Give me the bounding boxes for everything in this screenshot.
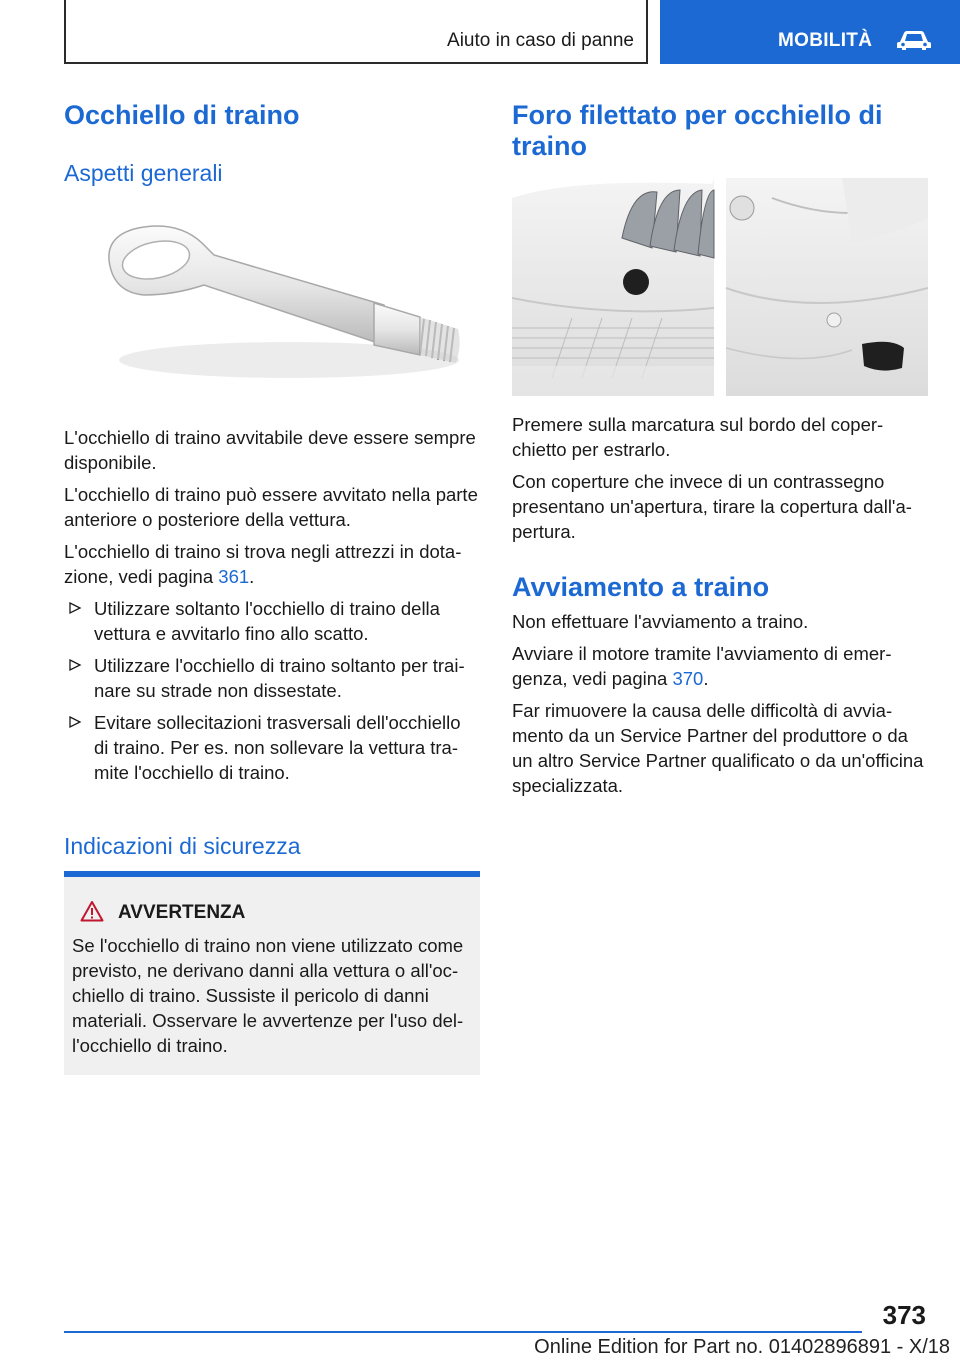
list-item	[64, 653, 480, 703]
list-item-text: Utilizzare soltanto l'occhiello di traino della vettura e avvitarlo fino allo scatto.	[94, 598, 440, 644]
list-item	[64, 596, 480, 646]
paragraph-7-end: .	[703, 668, 709, 689]
list-item-text: Evitare sollecitazioni trasversali dell'occhiello di traino. Per es. non sollevare la vettura tramite l'occhiello di traino.	[94, 712, 461, 783]
subtitle-general: Aspetti generali	[64, 160, 223, 186]
bumper-cover-images	[512, 178, 928, 396]
paragraph-2: L'occhiello di traino può essere avvitato nella parte anteriore o posteriore della vettura.	[64, 484, 478, 530]
left-column	[64, 100, 480, 792]
paragraph-5: Con coperture che invece di un contrassegno presentano un'apertura, tirare la copertura dall'apertura.	[512, 471, 912, 542]
footer-edition: Online Edition for Part no. 01402896891 - X/18	[534, 1336, 950, 1358]
paragraph-4: Premere sulla marcatura sul bordo del coperchietto per estrarlo.	[512, 414, 884, 460]
header-section-title: Aiuto in caso di panne	[447, 30, 634, 51]
header-section-box	[64, 0, 648, 64]
paragraph-3-text: L'occhiello di traino si trova negli attrezzi in dotazione, vedi pagina	[64, 541, 462, 587]
section-title-threaded-hole: Foro filettato per occhiello di traino	[512, 100, 883, 161]
instruction-list	[64, 596, 480, 785]
section-title-tow-start: Avviamento a traino	[512, 572, 770, 602]
page-number: 373	[882, 1300, 926, 1330]
page-link-361[interactable]: 361	[218, 566, 250, 587]
warning-title-text: AVVERTENZA	[118, 902, 246, 923]
page-link-370[interactable]: 370	[672, 668, 704, 689]
paragraph-8: Far rimuovere la causa delle difficoltà di avviamento da un Service Partner del produttore o da un altro Service Partner qualificato o da un'officina specializzata.	[512, 700, 924, 796]
paragraph-1: L'occhiello di traino avvitabile deve essere sempre disponibile.	[64, 427, 476, 473]
car-icon	[896, 28, 932, 52]
paragraph-7	[512, 641, 928, 691]
warning-box	[64, 871, 480, 1075]
paragraph-3-end: .	[249, 566, 255, 587]
footer-divider	[64, 1331, 862, 1333]
paragraph-3	[64, 539, 480, 589]
triangle-bullet-icon	[68, 715, 82, 729]
warning-text: Se l'occhiello di traino non viene utilizzato come previsto, ne derivano danni alla vettura o all'occhiello di traino. Sussiste il pericolo di danni materiali. Osservare le avvertenze per l'uso dell'occhiello di traino.	[72, 935, 464, 1056]
right-column	[512, 100, 928, 805]
paragraph-6: Non effettuare l'avviamento a traino.	[512, 611, 809, 632]
paragraph-7-text: Avviare il motore tramite l'avviamento di emergenza, vedi pagina	[512, 643, 892, 689]
header-chapter-tab[interactable]	[660, 0, 960, 64]
header-chapter-title: MOBILITÀ	[778, 30, 873, 51]
warning-title	[72, 897, 472, 929]
warning-triangle-icon	[80, 900, 104, 922]
list-item	[64, 710, 480, 785]
towing-eye-image	[64, 195, 480, 415]
triangle-bullet-icon	[68, 658, 82, 672]
list-item-text: Utilizzare l'occhiello di traino soltanto per trainare su strade non dissestate.	[94, 655, 465, 701]
subtitle-safety: Indicazioni di sicurezza	[64, 833, 301, 859]
section-title-towing-eye: Occhiello di traino	[64, 100, 300, 130]
triangle-bullet-icon	[68, 601, 82, 615]
